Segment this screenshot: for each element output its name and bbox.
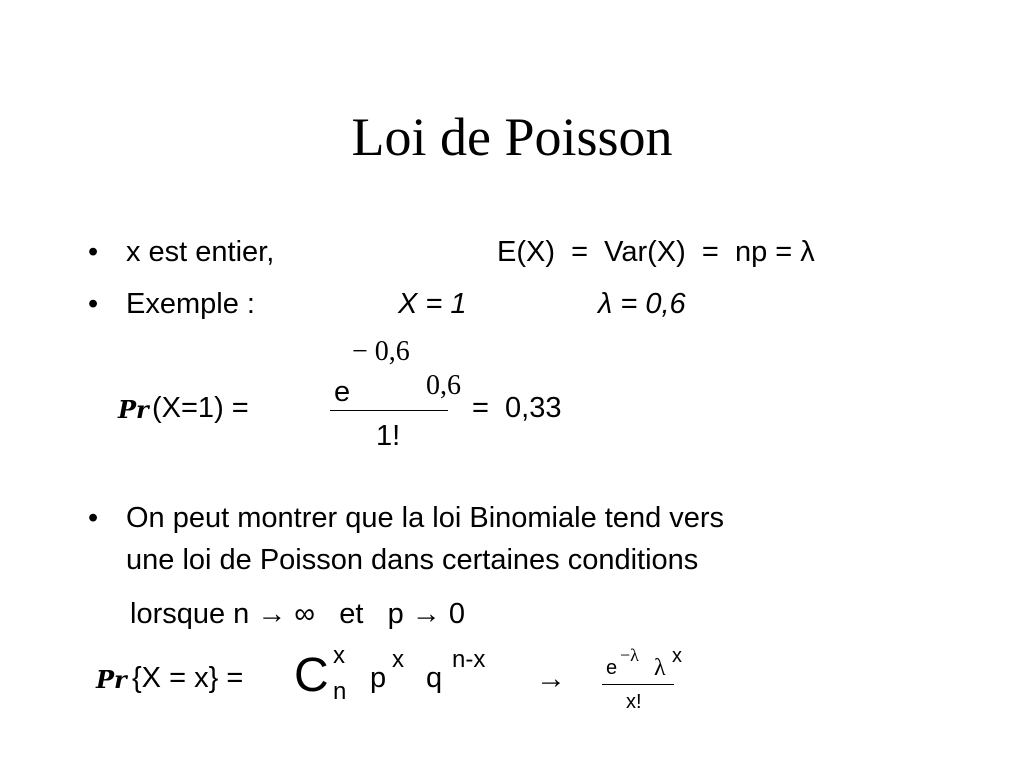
binomial-p: p: [370, 662, 387, 694]
binomial-lhs: {X = x} =: [132, 662, 244, 694]
fraction-bar: [330, 410, 448, 411]
fraction-denominator: 1!: [376, 420, 401, 452]
poisson-e-exponent: −λ: [620, 645, 639, 665]
bullet-2-marker: •: [88, 288, 99, 320]
binomial-q-exponent: n-x: [452, 646, 486, 673]
limit-conditions: lorsque n → ∞ et p → 0: [130, 598, 465, 630]
poisson-lambda: λ: [654, 655, 666, 681]
arrow-icon: →: [536, 662, 566, 695]
slide-title: Loi de Poisson: [351, 107, 673, 167]
probability-symbol-2: Pr: [96, 665, 127, 694]
numerator-exponent-2: 0,6: [426, 370, 461, 401]
example-x-value: X = 1: [398, 288, 467, 320]
combination-superscript: x: [333, 642, 345, 669]
bullet-3-marker: •: [88, 502, 99, 534]
numerator-exponent-1: − 0,6: [352, 336, 410, 367]
probability-symbol: Pr: [118, 395, 149, 424]
example-result: = 0,33: [472, 392, 562, 424]
example-lhs: (X=1) =: [152, 392, 249, 424]
binomial-q: q: [426, 662, 443, 694]
combination-symbol: C: [294, 649, 329, 702]
bullet-1-text: x est entier,: [126, 236, 275, 268]
bullet-2-label: Exemple :: [126, 288, 255, 320]
poisson-denominator: x!: [626, 691, 642, 713]
numerator-e: e: [334, 376, 351, 408]
combination-subscript: n: [333, 678, 347, 705]
poisson-e: e: [606, 657, 618, 679]
example-lambda-value: λ = 0,6: [598, 288, 686, 320]
bullet-1-marker: •: [88, 236, 99, 268]
bullet-1-formula: E(X) = Var(X) = np = λ: [497, 236, 815, 268]
poisson-lambda-exponent: x: [672, 645, 682, 667]
binomial-p-exponent: x: [392, 646, 404, 673]
poisson-fraction-bar: [602, 684, 674, 685]
bullet-3-line-1: On peut montrer que la loi Binomiale tend vers: [126, 502, 725, 534]
bullet-3-line-2: une loi de Poisson dans certaines conditions: [126, 544, 699, 576]
